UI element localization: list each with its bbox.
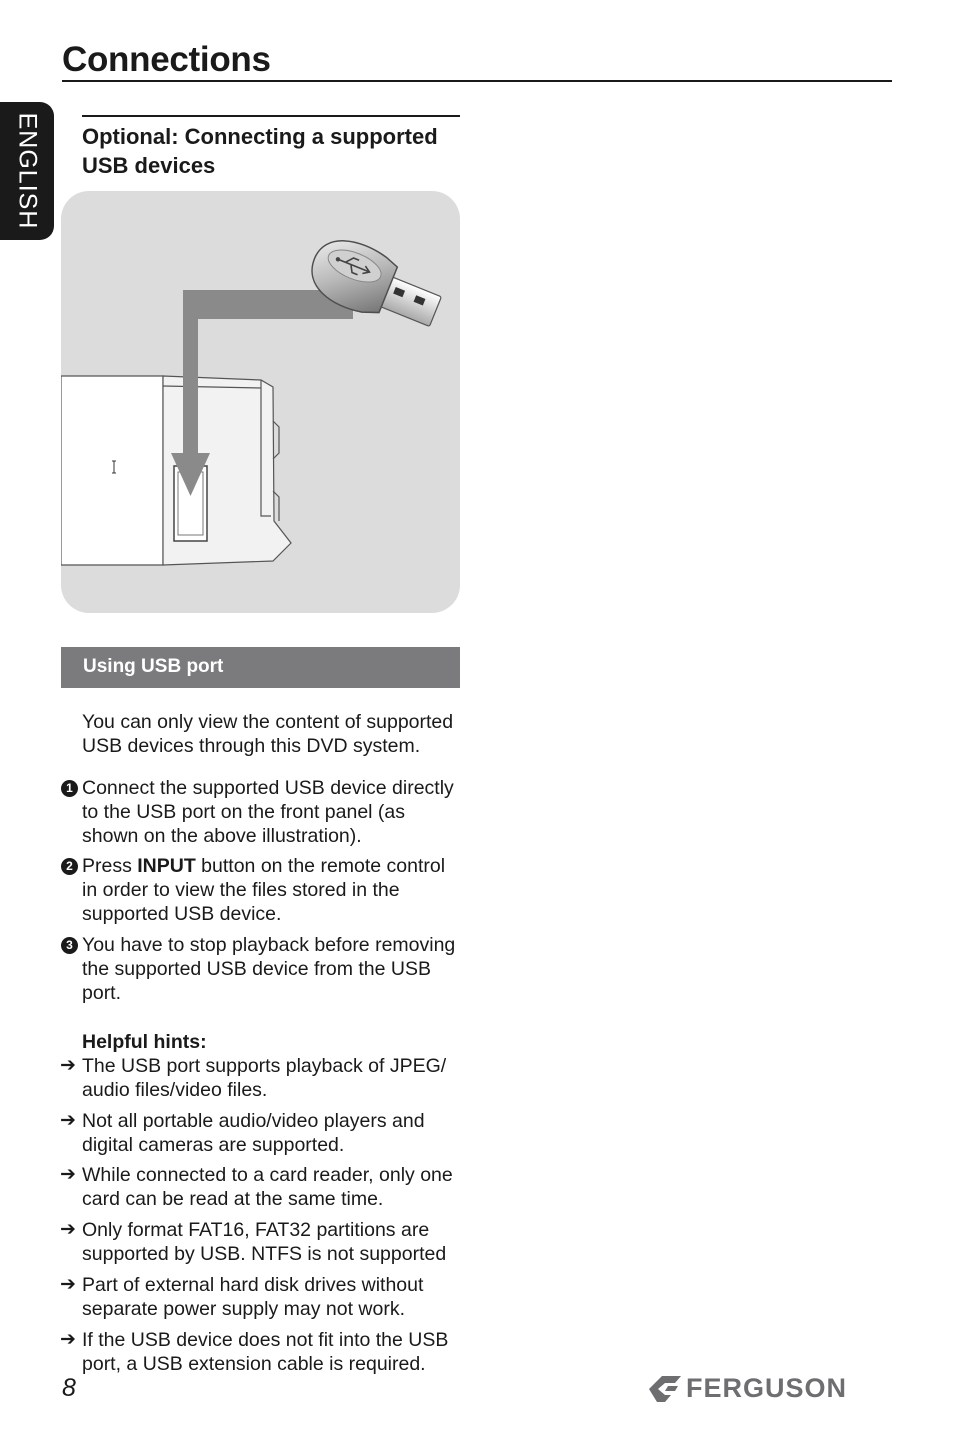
step-number-badge: 3: [61, 937, 78, 954]
hint-text: Not all portable audio/video players and digital cameras are supported.: [82, 1110, 425, 1156]
arrow-icon: ➔: [60, 1055, 76, 1076]
step-item: [60, 854, 462, 926]
hint-text: Only format FAT16, FAT32 partitions are supported by USB. NTFS is not supported: [82, 1219, 447, 1265]
section-banner-label: Using USB port: [83, 656, 224, 677]
step-item: [60, 933, 462, 1005]
hint-item: [60, 1109, 462, 1157]
arrow-icon: ➔: [60, 1110, 76, 1131]
arrow-icon: ➔: [60, 1329, 76, 1350]
step-text: You have to stop playback before removing the supported USB device from the USB port.: [82, 934, 456, 1004]
arrow-icon: ➔: [60, 1164, 76, 1185]
step-text: button on the remote control in order to view the files stored in the supported USB device.: [82, 855, 446, 925]
step-text-bold: INPUT: [137, 855, 196, 877]
arrow-icon: ➔: [60, 1219, 76, 1240]
hint-item: [60, 1328, 462, 1376]
step-text: Press: [82, 855, 138, 877]
hint-text: Part of external hard disk drives without separate power supply may not work.: [82, 1274, 424, 1320]
page-number: 8: [62, 1374, 76, 1402]
step-item: [60, 776, 462, 848]
hint-text: If the USB device does not fit into the USB port, a USB extension cable is required.: [82, 1329, 449, 1375]
section-banner: [61, 647, 460, 688]
hints-heading: Helpful hints:: [82, 1031, 207, 1053]
step-number-badge: 2: [61, 858, 78, 875]
ferguson-logo-icon: [648, 1374, 682, 1404]
language-tab-label: ENGLISH: [13, 112, 42, 230]
brand-name: FERGUSON: [686, 1373, 848, 1403]
hint-item: [60, 1218, 462, 1266]
step-text: Connect the supported USB device directly to the USB port on the front panel (as shown on the above illustration).: [82, 777, 454, 847]
intro-paragraph: You can only view the content of supported USB devices through this DVD system.: [82, 711, 454, 757]
brand-logo: [648, 1372, 892, 1406]
section-title: Optional: Connecting a supported USB devices: [82, 124, 438, 178]
hint-item: [60, 1163, 462, 1211]
page-title: Connections: [62, 40, 271, 79]
arrow-icon: ➔: [60, 1274, 76, 1295]
section-divider: [82, 115, 460, 117]
title-divider: [62, 80, 892, 82]
hint-text: While connected to a card reader, only one card can be read at the same time.: [82, 1164, 453, 1210]
hint-item: [60, 1273, 462, 1321]
language-tab: [0, 102, 54, 240]
hint-item: [60, 1054, 462, 1102]
usb-connection-illustration: [61, 191, 460, 613]
hint-text: The USB port supports playback of JPEG/ audio files/video files.: [82, 1055, 447, 1101]
step-number-badge: 1: [61, 780, 78, 797]
